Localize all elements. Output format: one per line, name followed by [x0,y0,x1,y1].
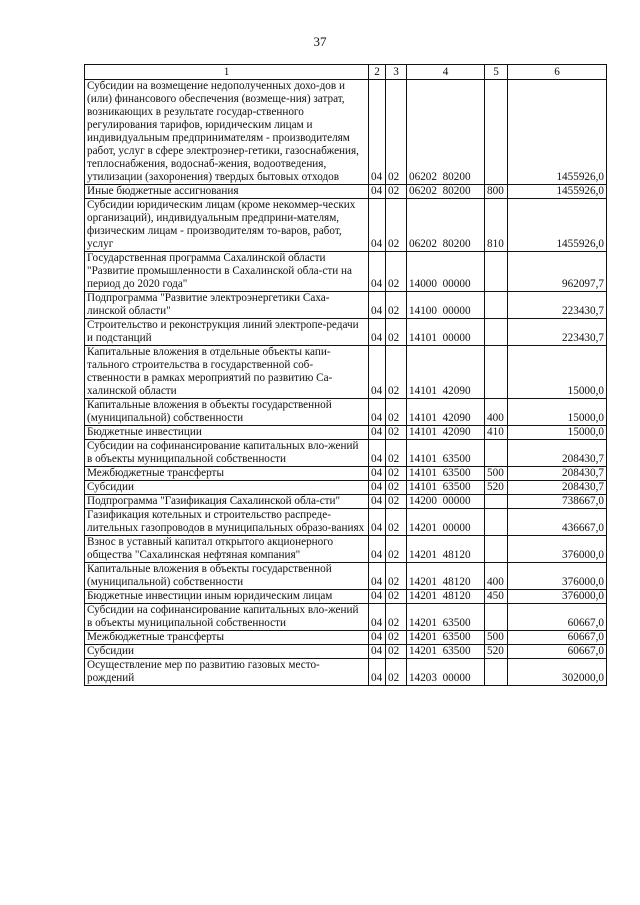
table-row [85,536,607,563]
row-name-cell: Субсидии [85,481,369,495]
expense-type-cell: 500 [485,631,508,645]
page-number: 37 [313,34,327,49]
column-header: 6 [508,65,607,80]
section-code-cell: 04 [369,631,386,645]
target-article-cell: 06202 80200 [407,199,485,252]
table-row [85,252,607,292]
section-code-cell: 04 [369,590,386,604]
amount-cell: 302000,0 [508,659,607,686]
table-row [85,631,607,645]
expense-type-cell [485,292,508,319]
target-article-cell: 14201 48120 [407,590,485,604]
amount-cell: 1455926,0 [508,185,607,199]
subsection-code-cell: 02 [386,346,407,399]
target-article-cell: 06202 80200 [407,185,485,199]
amount-cell: 1455926,0 [508,199,607,252]
amount-cell: 208430,7 [508,440,607,467]
section-code-cell: 04 [369,292,386,319]
target-article-cell: 14101 42090 [407,426,485,440]
expense-type-cell: 500 [485,467,508,481]
table-row [85,604,607,631]
section-code-cell: 04 [369,199,386,252]
expense-type-cell: 800 [485,185,508,199]
table-row [85,509,607,536]
subsection-code-cell: 02 [386,292,407,319]
table-row [85,440,607,467]
expense-type-cell [485,604,508,631]
expense-type-cell [485,252,508,292]
table-row [85,346,607,399]
expense-type-cell: 410 [485,426,508,440]
expense-type-cell: 400 [485,399,508,426]
subsection-code-cell: 02 [386,440,407,467]
subsection-code-cell: 02 [386,495,407,509]
section-code-cell: 04 [369,252,386,292]
subsection-code-cell: 02 [386,509,407,536]
section-code-cell: 04 [369,536,386,563]
row-name-cell: Субсидии юридическим лицам (кроме некоммер-ческих организаций), индивидуальным предприни-мателям, физическим лицам - производителям то-варов, работ, услуг [85,199,369,252]
amount-cell: 376000,0 [508,563,607,590]
table-row [85,292,607,319]
table-row [85,80,607,185]
amount-cell: 962097,7 [508,252,607,292]
row-name-cell: Субсидии на возмещение недополученных дохо-дов и (или) финансового обеспечения (возмеще-ния) затрат, возникающих в результате государ-ственного регулирования тарифов, юридическим лицам и индивидуальным предпринимателям - производителям работ, услуг в сфере электроэнер-гетики, газоснабжения, теплоснабжения, водоснаб-жения, водоотведения, утилизации (захоронения) твердых бытовых отходов [85,80,369,185]
row-name-cell: Капитальные вложения в отдельные объекты капи-тального строительства в государственной соб-ственности в рамках мероприятий по развитию Са-халинской области [85,346,369,399]
row-name-cell: Капитальные вложения в объекты государственной (муниципальной) собственности [85,399,369,426]
target-article-cell: 14100 00000 [407,292,485,319]
row-name-cell: Иные бюджетные ассигнования [85,185,369,199]
column-header: 3 [386,65,407,80]
row-name-cell: Подпрограмма "Развитие электроэнергетики Саха-линской области" [85,292,369,319]
section-code-cell: 04 [369,426,386,440]
subsection-code-cell: 02 [386,467,407,481]
column-header: 4 [407,65,485,80]
row-name-cell: Газификация котельных и строительство распреде-лительных газопроводов в муниципальных образо-ваниях [85,509,369,536]
section-code-cell: 04 [369,185,386,199]
subsection-code-cell: 02 [386,199,407,252]
amount-cell: 15000,0 [508,426,607,440]
table-row [85,426,607,440]
row-name-cell: Взнос в уставный капитал открытого акционерного общества "Сахалинская нефтяная компания" [85,536,369,563]
amount-cell: 1455926,0 [508,80,607,185]
table-row [85,481,607,495]
table-row [85,467,607,481]
subsection-code-cell: 02 [386,631,407,645]
subsection-code-cell: 02 [386,563,407,590]
amount-cell: 376000,0 [508,590,607,604]
target-article-cell: 14101 63500 [407,440,485,467]
column-header: 5 [485,65,508,80]
subsection-code-cell: 02 [386,590,407,604]
row-name-cell: Субсидии на софинансирование капитальных вло-жений в объекты муниципальной собственности [85,440,369,467]
target-article-cell: 14201 63500 [407,645,485,659]
amount-cell: 738667,0 [508,495,607,509]
subsection-code-cell: 02 [386,481,407,495]
expense-type-cell: 520 [485,645,508,659]
section-code-cell: 04 [369,509,386,536]
target-article-cell: 14101 42090 [407,346,485,399]
target-article-cell: 14200 00000 [407,495,485,509]
amount-cell: 15000,0 [508,346,607,399]
row-name-cell: Капитальные вложения в объекты государственной (муниципальной) собственности [85,563,369,590]
amount-cell: 60667,0 [508,631,607,645]
expense-type-cell [485,440,508,467]
target-article-cell: 14101 63500 [407,467,485,481]
expense-type-cell: 400 [485,563,508,590]
column-header: 1 [85,65,369,80]
table-row [85,185,607,199]
subsection-code-cell: 02 [386,536,407,563]
expense-type-cell [485,536,508,563]
amount-cell: 60667,0 [508,645,607,659]
row-name-cell: Государственная программа Сахалинской области "Развитие промышленности в Сахалинской обла-сти на период до 2020 года" [85,252,369,292]
target-article-cell: 14201 63500 [407,631,485,645]
section-code-cell: 04 [369,481,386,495]
target-article-cell: 14101 63500 [407,481,485,495]
subsection-code-cell: 02 [386,645,407,659]
table-row [85,495,607,509]
table-header-row [85,65,607,80]
expense-type-cell [485,509,508,536]
subsection-code-cell: 02 [386,319,407,346]
section-code-cell: 04 [369,495,386,509]
section-code-cell: 04 [369,346,386,399]
section-code-cell: 04 [369,80,386,185]
table-row [85,563,607,590]
amount-cell: 60667,0 [508,604,607,631]
row-name-cell: Строительство и реконструкция линий электропе-редачи и подстанций [85,319,369,346]
amount-cell: 15000,0 [508,399,607,426]
section-code-cell: 04 [369,563,386,590]
row-name-cell: Субсидии на софинансирование капитальных вло-жений в объекты муниципальной собственности [85,604,369,631]
expense-type-cell [485,346,508,399]
target-article-cell: 14000 00000 [407,252,485,292]
expense-type-cell: 520 [485,481,508,495]
table-row [85,645,607,659]
subsection-code-cell: 02 [386,426,407,440]
subsection-code-cell: 02 [386,185,407,199]
row-name-cell: Подпрограмма "Газификация Сахалинской обла-сти" [85,495,369,509]
table-row [85,399,607,426]
amount-cell: 436667,0 [508,509,607,536]
target-article-cell: 14201 48120 [407,563,485,590]
subsection-code-cell: 02 [386,659,407,686]
amount-cell: 208430,7 [508,467,607,481]
subsection-code-cell: 02 [386,80,407,185]
column-header: 2 [369,65,386,80]
section-code-cell: 04 [369,645,386,659]
amount-cell: 223430,7 [508,319,607,346]
section-code-cell: 04 [369,399,386,426]
amount-cell: 223430,7 [508,292,607,319]
expense-type-cell: 450 [485,590,508,604]
expense-type-cell [485,495,508,509]
target-article-cell: 14101 00000 [407,319,485,346]
table-row [85,659,607,686]
target-article-cell: 14203 00000 [407,659,485,686]
expense-type-cell: 810 [485,199,508,252]
subsection-code-cell: 02 [386,399,407,426]
budget-table [84,64,607,686]
row-name-cell: Бюджетные инвестиции [85,426,369,440]
section-code-cell: 04 [369,659,386,686]
subsection-code-cell: 02 [386,252,407,292]
expense-type-cell [485,659,508,686]
table-row [85,590,607,604]
table-row [85,319,607,346]
row-name-cell: Межбюджетные трансферты [85,467,369,481]
target-article-cell: 14201 00000 [407,509,485,536]
section-code-cell: 04 [369,440,386,467]
row-name-cell: Бюджетные инвестиции иным юридическим лицам [85,590,369,604]
target-article-cell: 06202 80200 [407,80,485,185]
target-article-cell: 14201 48120 [407,536,485,563]
table-body [85,80,607,686]
section-code-cell: 04 [369,604,386,631]
amount-cell: 208430,7 [508,481,607,495]
amount-cell: 376000,0 [508,536,607,563]
row-name-cell: Субсидии [85,645,369,659]
expense-type-cell [485,80,508,185]
subsection-code-cell: 02 [386,604,407,631]
section-code-cell: 04 [369,467,386,481]
table-row [85,199,607,252]
target-article-cell: 14201 63500 [407,604,485,631]
row-name-cell: Межбюджетные трансферты [85,631,369,645]
expense-type-cell [485,319,508,346]
target-article-cell: 14101 42090 [407,399,485,426]
row-name-cell: Осуществление мер по развитию газовых место-рождений [85,659,369,686]
section-code-cell: 04 [369,319,386,346]
